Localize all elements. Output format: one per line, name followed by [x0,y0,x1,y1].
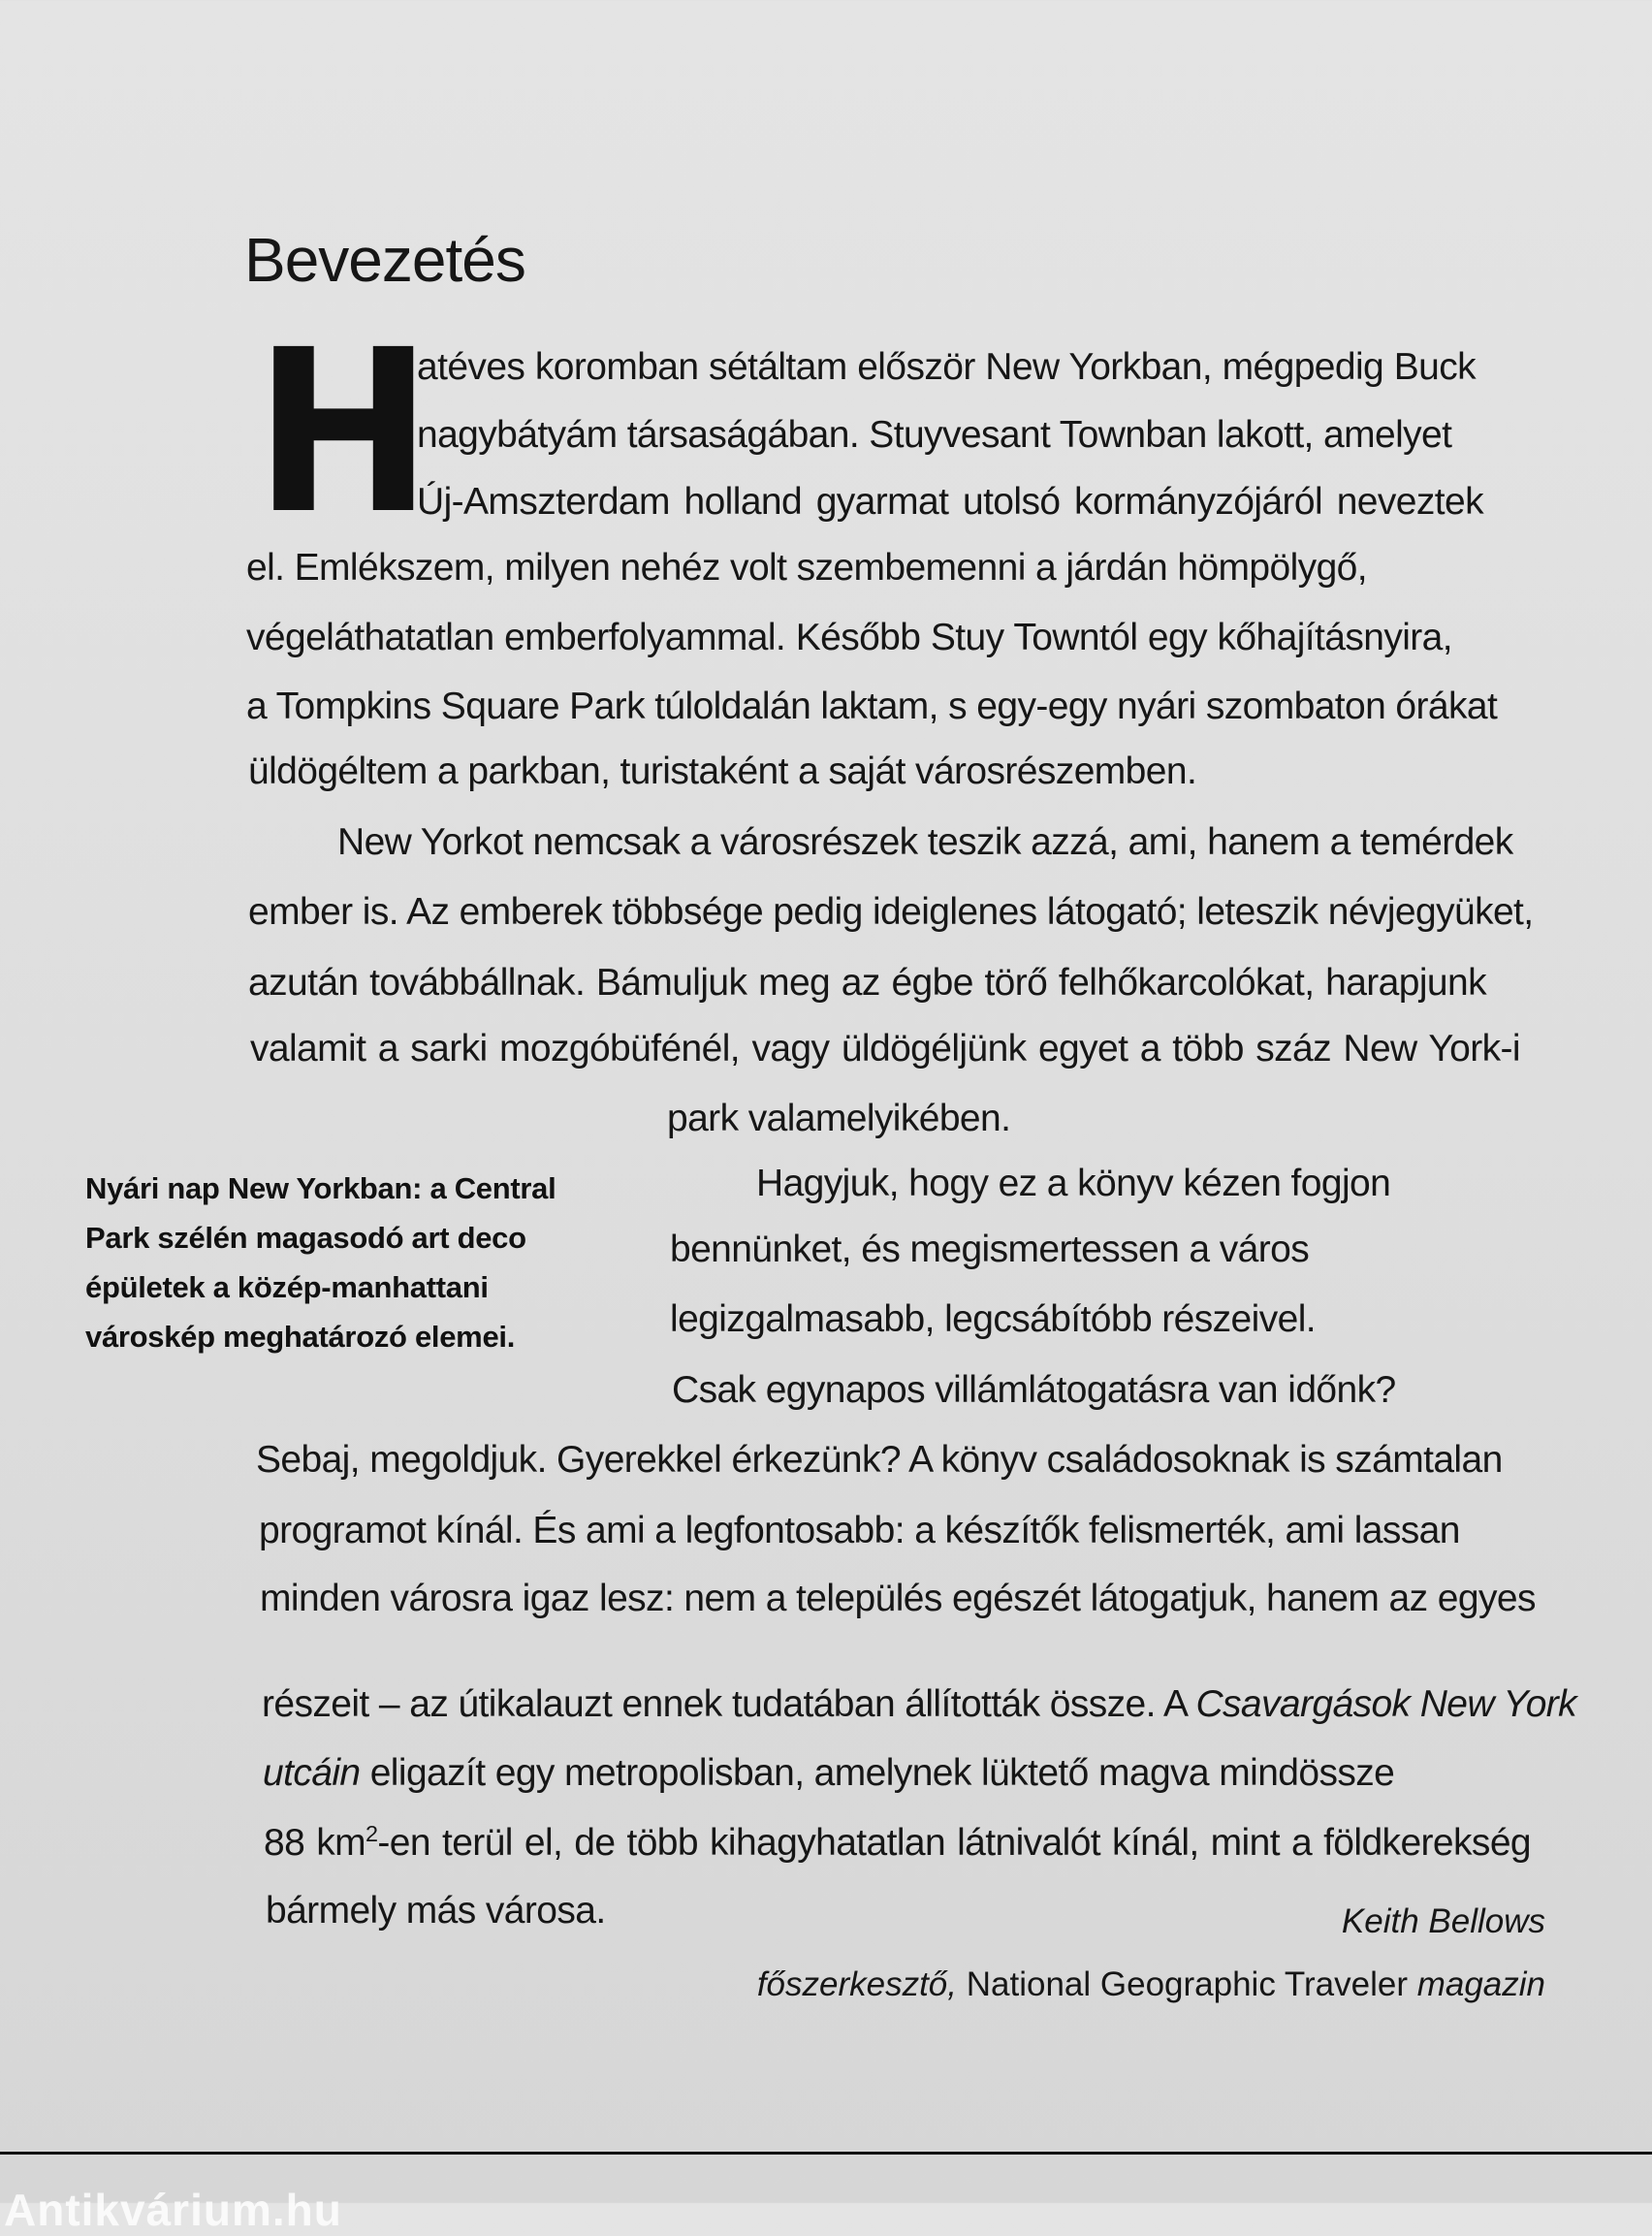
caption-line: Nyári nap New Yorkban: a Central [85,1171,556,1205]
body-line: Új-Amszterdam holland gyarmat utolsó kormányzójáról neveztek [417,481,1483,523]
body-line: a Tompkins Square Park túloldalán laktam, s egy-egy nyári szombaton órákat [246,686,1498,727]
body-line: Csak egynapos villámlátogatásra van időnk? [672,1369,1396,1411]
body-line: minden városra igaz lesz: nem a település egészét látogatjuk, hanem az egyes [260,1578,1536,1619]
body-line: Sebaj, megoldjuk. Gyerekkel érkezünk? A könyv családosoknak is számtalan [256,1439,1503,1481]
body-line: üldögéltem a parkban, turistaként a saját városrészemben. [248,751,1197,792]
body-line: bármely más városa. [266,1890,606,1932]
body-line: nagybátyám társaságában. Stuyvesant Townban lakott, amelyet [417,414,1452,456]
author-role: főszerkesztő, National Geographic Traveler magazin [756,1965,1545,2003]
body-line: atéves koromban sétáltam először New Yorkban, mégpedig Buck [417,346,1476,388]
caption-line: Park szélén magasodó art deco [85,1221,526,1255]
caption-line: épületek a közép-manhattani [85,1270,489,1304]
body-line: valamit a sarki mozgóbüfénél, vagy üldögéljünk egyet a több száz New York-i [250,1028,1520,1070]
drop-cap: H [254,302,433,563]
body-line: New Yorkot nemcsak a városrészek teszik azzá, ami, hanem a temérdek [337,821,1513,863]
body-line: végeláthatatlan emberfolyammal. Később Stuy Towntól egy kőhajításnyira, [246,617,1452,658]
body-line: részeit – az útikalauzt ennek tudatában állították össze. A Csavargások New York [262,1683,1577,1725]
footer-rule [0,2152,1652,2155]
body-line: azután továbbállnak. Bámuljuk meg az égbe törő felhőkarcolókat, harapjunk [248,962,1486,1004]
body-line: utcáin eligazít egy metropolisban, amelynek lüktető magva mindössze [263,1752,1395,1794]
body-line: programot kínál. És ami a legfontosabb: a készítők felismerték, ami lassan [259,1510,1460,1551]
body-line: el. Emlékszem, milyen nehéz volt szembemenni a járdán hömpölygő, [246,547,1367,589]
page-title: Bevezetés [244,225,525,295]
watermark: Antikvárium.hu [4,2185,342,2235]
body-line: 88 $km^2-en$ terül el, de több kihagyhatatlan látnivalót kínál, mint a földkerekség [264,1820,1531,1864]
caption-line: városkép meghatározó elemei. [85,1320,516,1354]
body-line: park valamelyikében. [667,1098,1011,1139]
body-line: Hagyjuk, hogy ez a könyv kézen fogjon [756,1163,1391,1204]
body-line: legizgalmasabb, legcsábítóbb részeivel. [670,1298,1316,1340]
body-line: ember is. Az emberek többsége pedig ideiglenes látogató; leteszik névjegyüket, [248,891,1534,933]
body-line: bennünket, és megismertessen a város [670,1229,1310,1270]
photo-caption [85,1164,556,1361]
author-name: Keith Bellows [1341,1902,1545,1940]
